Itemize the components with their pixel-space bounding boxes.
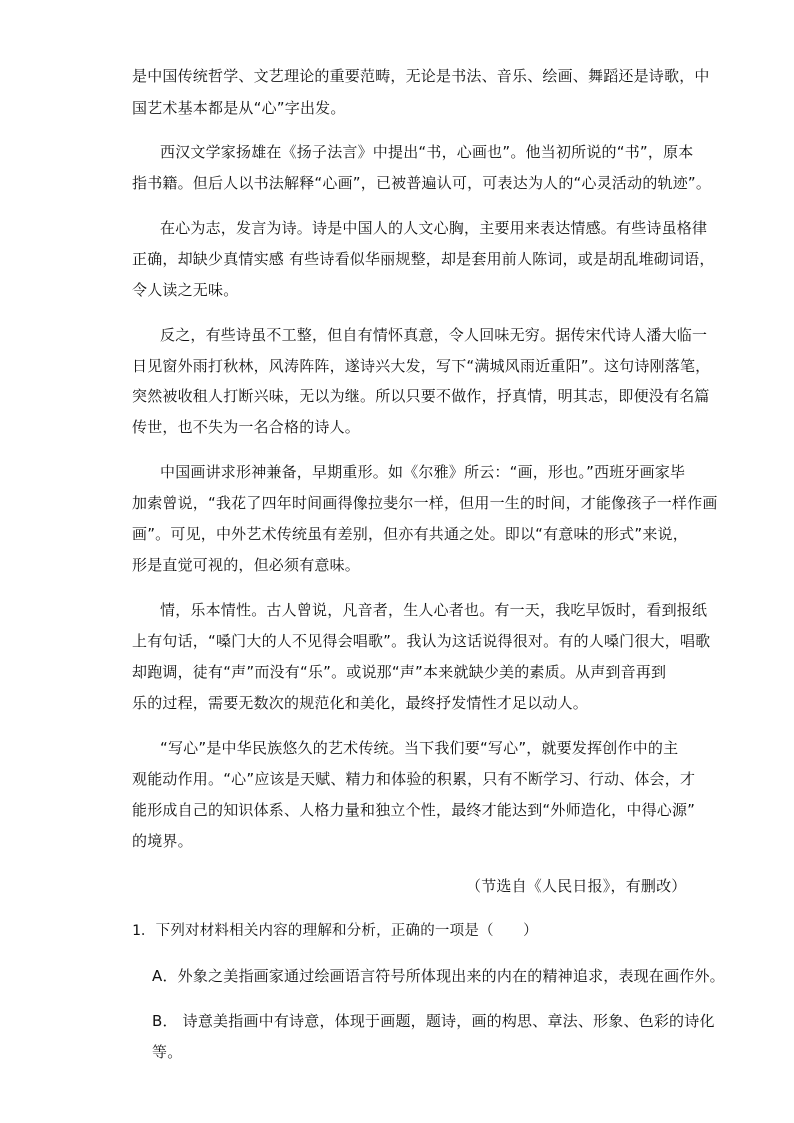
passage-line: 反之，有些诗虽不工整，但自有情怀真意，令人回味无穷。据传宋代诗人潘大临一	[160, 326, 708, 344]
question-stem: 1．下列对材料相关内容的理解和分析，正确的一项是（ ）	[132, 923, 538, 939]
passage-line: “写心”是中华民族悠久的艺术传统。当下我们要“写心”，就要发挥创作中的主	[160, 739, 679, 757]
passage-line: 能形成自己的知识体系、人格力量和独立个性，最终才能达到“外师造化，中得心源”	[132, 801, 696, 819]
option-b: B． 诗意美指画中有诗意，体现于画题，题诗，画的构思、章法、形象、色彩的诗化	[152, 1012, 715, 1030]
passage-line: 情，乐本情性。古人曾说，凡音者，生人心者也。有一天，我吃早饭时，看到报纸	[160, 601, 708, 619]
passage-line: 日见窗外雨打秋林，风涛阵阵，遂诗兴大发，写下“满城风雨近重阳”。这句诗刚落笔，	[132, 357, 711, 375]
passage-line: 西汉文学家扬雄在《扬子法言》中提出“书，心画也”。他当初所说的“书”，原本	[160, 143, 694, 161]
passage-line: 是中国传统哲学、文艺理论的重要范畴，无论是书法、音乐、绘画、舞蹈还是诗歌，中	[132, 67, 710, 85]
passage-line: 加索曾说，“我花了四年时间画得像拉斐尔一样，但用一生的时间，才能像孩子一样作画	[132, 494, 718, 512]
passage-line: 却跑调，徒有“声”而没有“乐”。或说那“声”本来就缺少美的素质。从声到音再到	[132, 663, 667, 681]
source-citation: （节选自《人民日报》，有删改）	[466, 877, 687, 895]
passage-line: 乐的过程，需要无数次的规范化和美化，最终抒发情性才足以动人。	[132, 694, 589, 712]
passage-line: 的境界。	[132, 832, 193, 850]
passage-line: 观能动作用。“心”应该是天赋、精力和体验的积累，只有不断学习、行动、体会，才	[132, 770, 696, 788]
option-b-continued: 等。	[152, 1043, 183, 1061]
passage-line: 画”。可见，中外艺术传统虽有差别，但亦有共通之处。即以“有意味的形式”来说，	[132, 525, 688, 543]
passage-line: 国艺术基本都是从“心”字出发。	[132, 99, 346, 117]
passage-line: 传世，也不失为一名合格的诗人。	[132, 418, 361, 436]
passage-line: 令人读之无味。	[132, 281, 239, 299]
passage-line: 中国画讲求形神兼备，早期重形。如《尔雅》所云：“画，形也。”西班牙画家毕	[160, 463, 686, 481]
passage-line: 上有句话，“嗓门大的人不见得会唱歌”。我认为这话说得很对。有的人嗓门很大，唱歌	[132, 632, 711, 650]
passage-line: 形是直觉可视的，但必须有意味。	[132, 556, 361, 574]
passage-line: 在心为志，发言为诗。诗是中国人的人文心胸，主要用来表达情感。有些诗虽格律	[160, 219, 708, 237]
passage-line: 正确，却缺少真情实感 有些诗看似华丽规整，却是套用前人陈词，或是胡乱堆砌词语，	[132, 250, 715, 268]
passage-line: 指书籍。但后人以书法解释“心画”，已被普遍认可，可表达为人的“心灵活动的轨迹”。	[132, 174, 712, 192]
option-a: A．外象之美指画家通过绘画语言符号所体现出来的内在的精神追求，表现在画作外。	[152, 967, 725, 985]
passage-line: 突然被收租人打断兴味，无以为继。所以只要不做作，抒真情，明其志，即便没有名篇	[132, 387, 710, 405]
